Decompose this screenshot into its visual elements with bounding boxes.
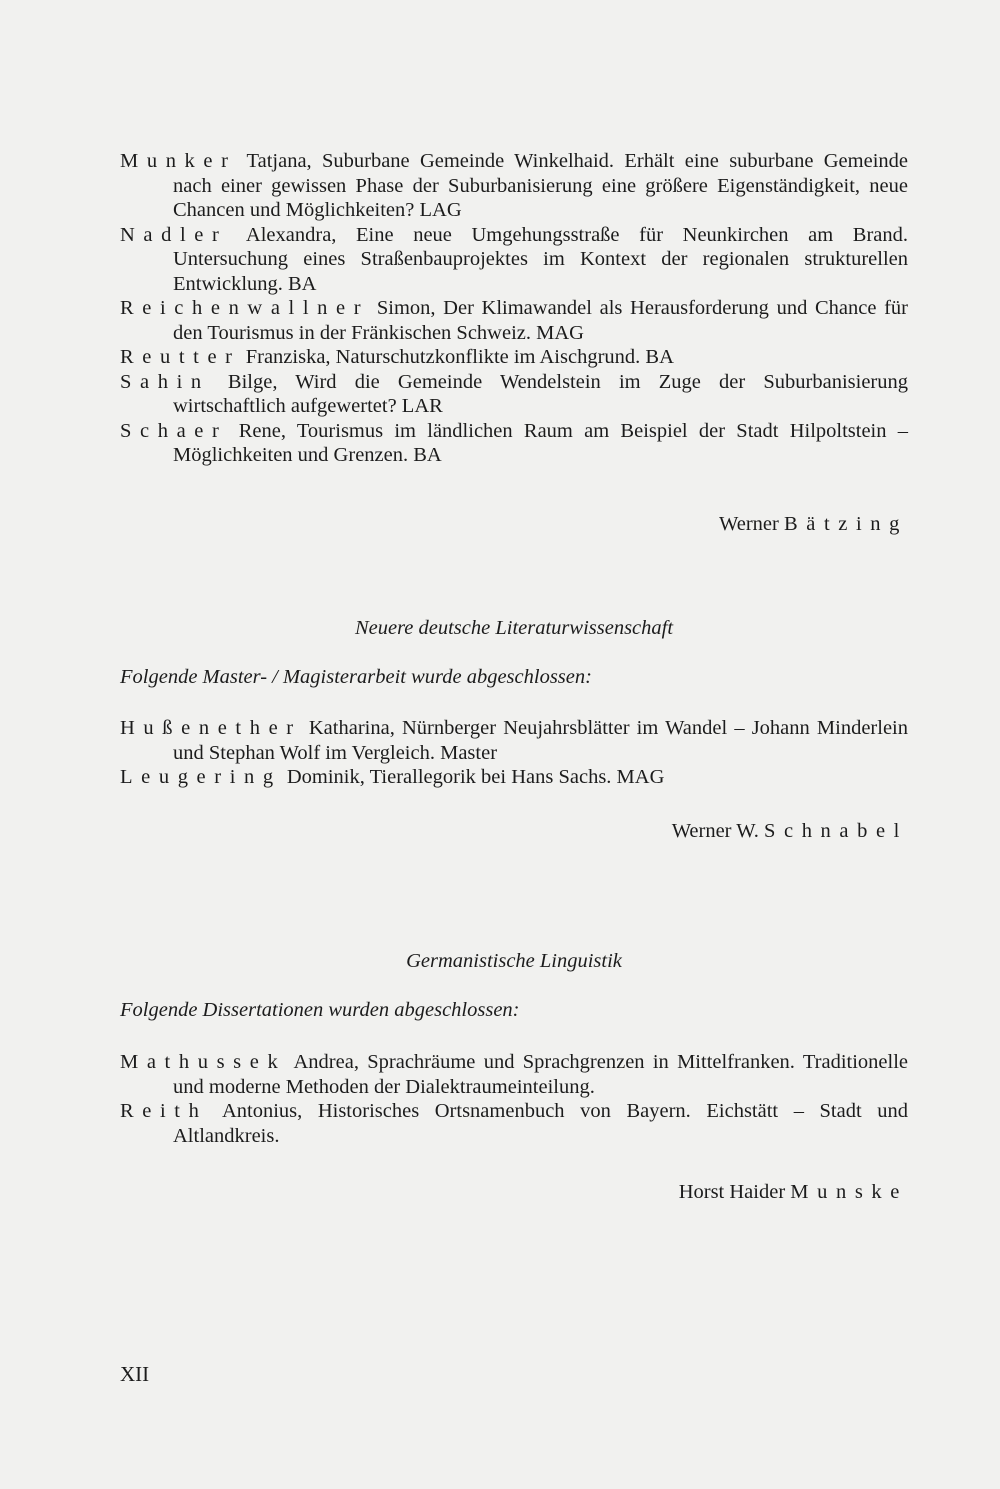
list-item	[120, 765, 908, 790]
entry-text: Katharina, Nürnberger Neujahrsblätter im Wandel – Johann Minderlein und Stephan Wolf im Vergleich. Master	[173, 717, 908, 764]
entry-text: Alexandra, Eine neue Umgehungsstraße für Neunkirchen am Brand. Untersuchung eines Straßenbauprojektes im Kontext der regionalen strukturellen Entwicklung. BA	[173, 223, 908, 295]
section-intro: Folgende Dissertationen wurden abgeschlossen:	[120, 999, 520, 1021]
author-surname: Hußenether	[120, 717, 302, 739]
signature-last-name: Schnabel	[763, 820, 908, 842]
entry-text: Dominik, Tierallegorik bei Hans Sachs. MAG	[286, 766, 665, 788]
list-item	[120, 345, 908, 370]
section-heading: Germanistische Linguistik	[406, 950, 622, 972]
author-surname: Munker	[120, 150, 237, 172]
author-surname: Reichenwallner	[120, 297, 370, 319]
entry-text: Rene, Tourismus im ländlichen Raum am Beispiel der Stadt Hilpoltstein – Möglichkeiten und Grenzen. BA	[173, 419, 909, 466]
signature-last-name: Bätzing	[783, 513, 908, 535]
signature-first-name: Horst Haider	[678, 1181, 786, 1203]
entry-text: Franziska, Naturschutzkonflikte im Aischgrund. BA	[245, 346, 674, 368]
author-surname: Reith	[120, 1100, 208, 1122]
list-item	[120, 1099, 908, 1148]
entry-list-literature	[120, 716, 908, 790]
signature	[120, 1180, 908, 1204]
author-surname: Schaer	[120, 419, 228, 442]
entry-text: Bilge, Wird die Gemeinde Wendelstein im Zuge der Suburbanisierung wirtschaftlich aufgewertet? LAR	[173, 370, 909, 417]
author-surname: Nadler	[120, 223, 228, 246]
author-surname: Sahin	[120, 370, 210, 393]
page-number: XII	[120, 1362, 150, 1386]
entry-text: Simon, Der Klimawandel als Herausforderung und Chance für den Tourismus in der Fränkischen Schweiz. MAG	[173, 297, 908, 344]
author-surname: Reutter	[120, 346, 241, 368]
section-heading: Neuere deutsche Literaturwissenschaft	[354, 617, 674, 639]
entry-text: Antonius, Historisches Ortsnamenbuch von Bayern. Eichstätt – Stadt und Altlandkreis.	[173, 1100, 909, 1147]
list-item	[120, 1050, 908, 1099]
author-surname: Leugering	[120, 766, 282, 788]
signature-last-name: Munske	[790, 1181, 908, 1203]
entry-list-linguistics	[120, 1050, 908, 1148]
entry-text: Andrea, Sprachräume und Sprachgrenzen in Mittelfranken. Traditionelle und moderne Methoden der Dialektraumeinteilung.	[173, 1051, 908, 1098]
list-item	[120, 223, 908, 297]
signature-first-name: Werner W.	[671, 820, 759, 842]
section-intro: Folgende Master- / Magisterarbeit wurde abgeschlossen:	[120, 666, 592, 688]
list-item	[120, 149, 908, 223]
list-item	[120, 419, 908, 468]
entry-text: Tatjana, Suburbane Gemeinde Winkelhaid. Erhält eine suburbane Gemeinde nach einer gewissen Phase der Suburbanisierung eine größere Eigenständigkeit, neue Chancen und Möglichkeiten? LAG	[173, 150, 908, 221]
signature	[120, 512, 908, 536]
signature-first-name: Werner	[719, 513, 779, 535]
list-item	[120, 296, 908, 345]
list-item	[120, 370, 908, 419]
author-surname: Mathussek	[120, 1051, 287, 1073]
entry-list-geography	[120, 149, 908, 468]
signature	[120, 819, 908, 843]
list-item	[120, 716, 908, 765]
